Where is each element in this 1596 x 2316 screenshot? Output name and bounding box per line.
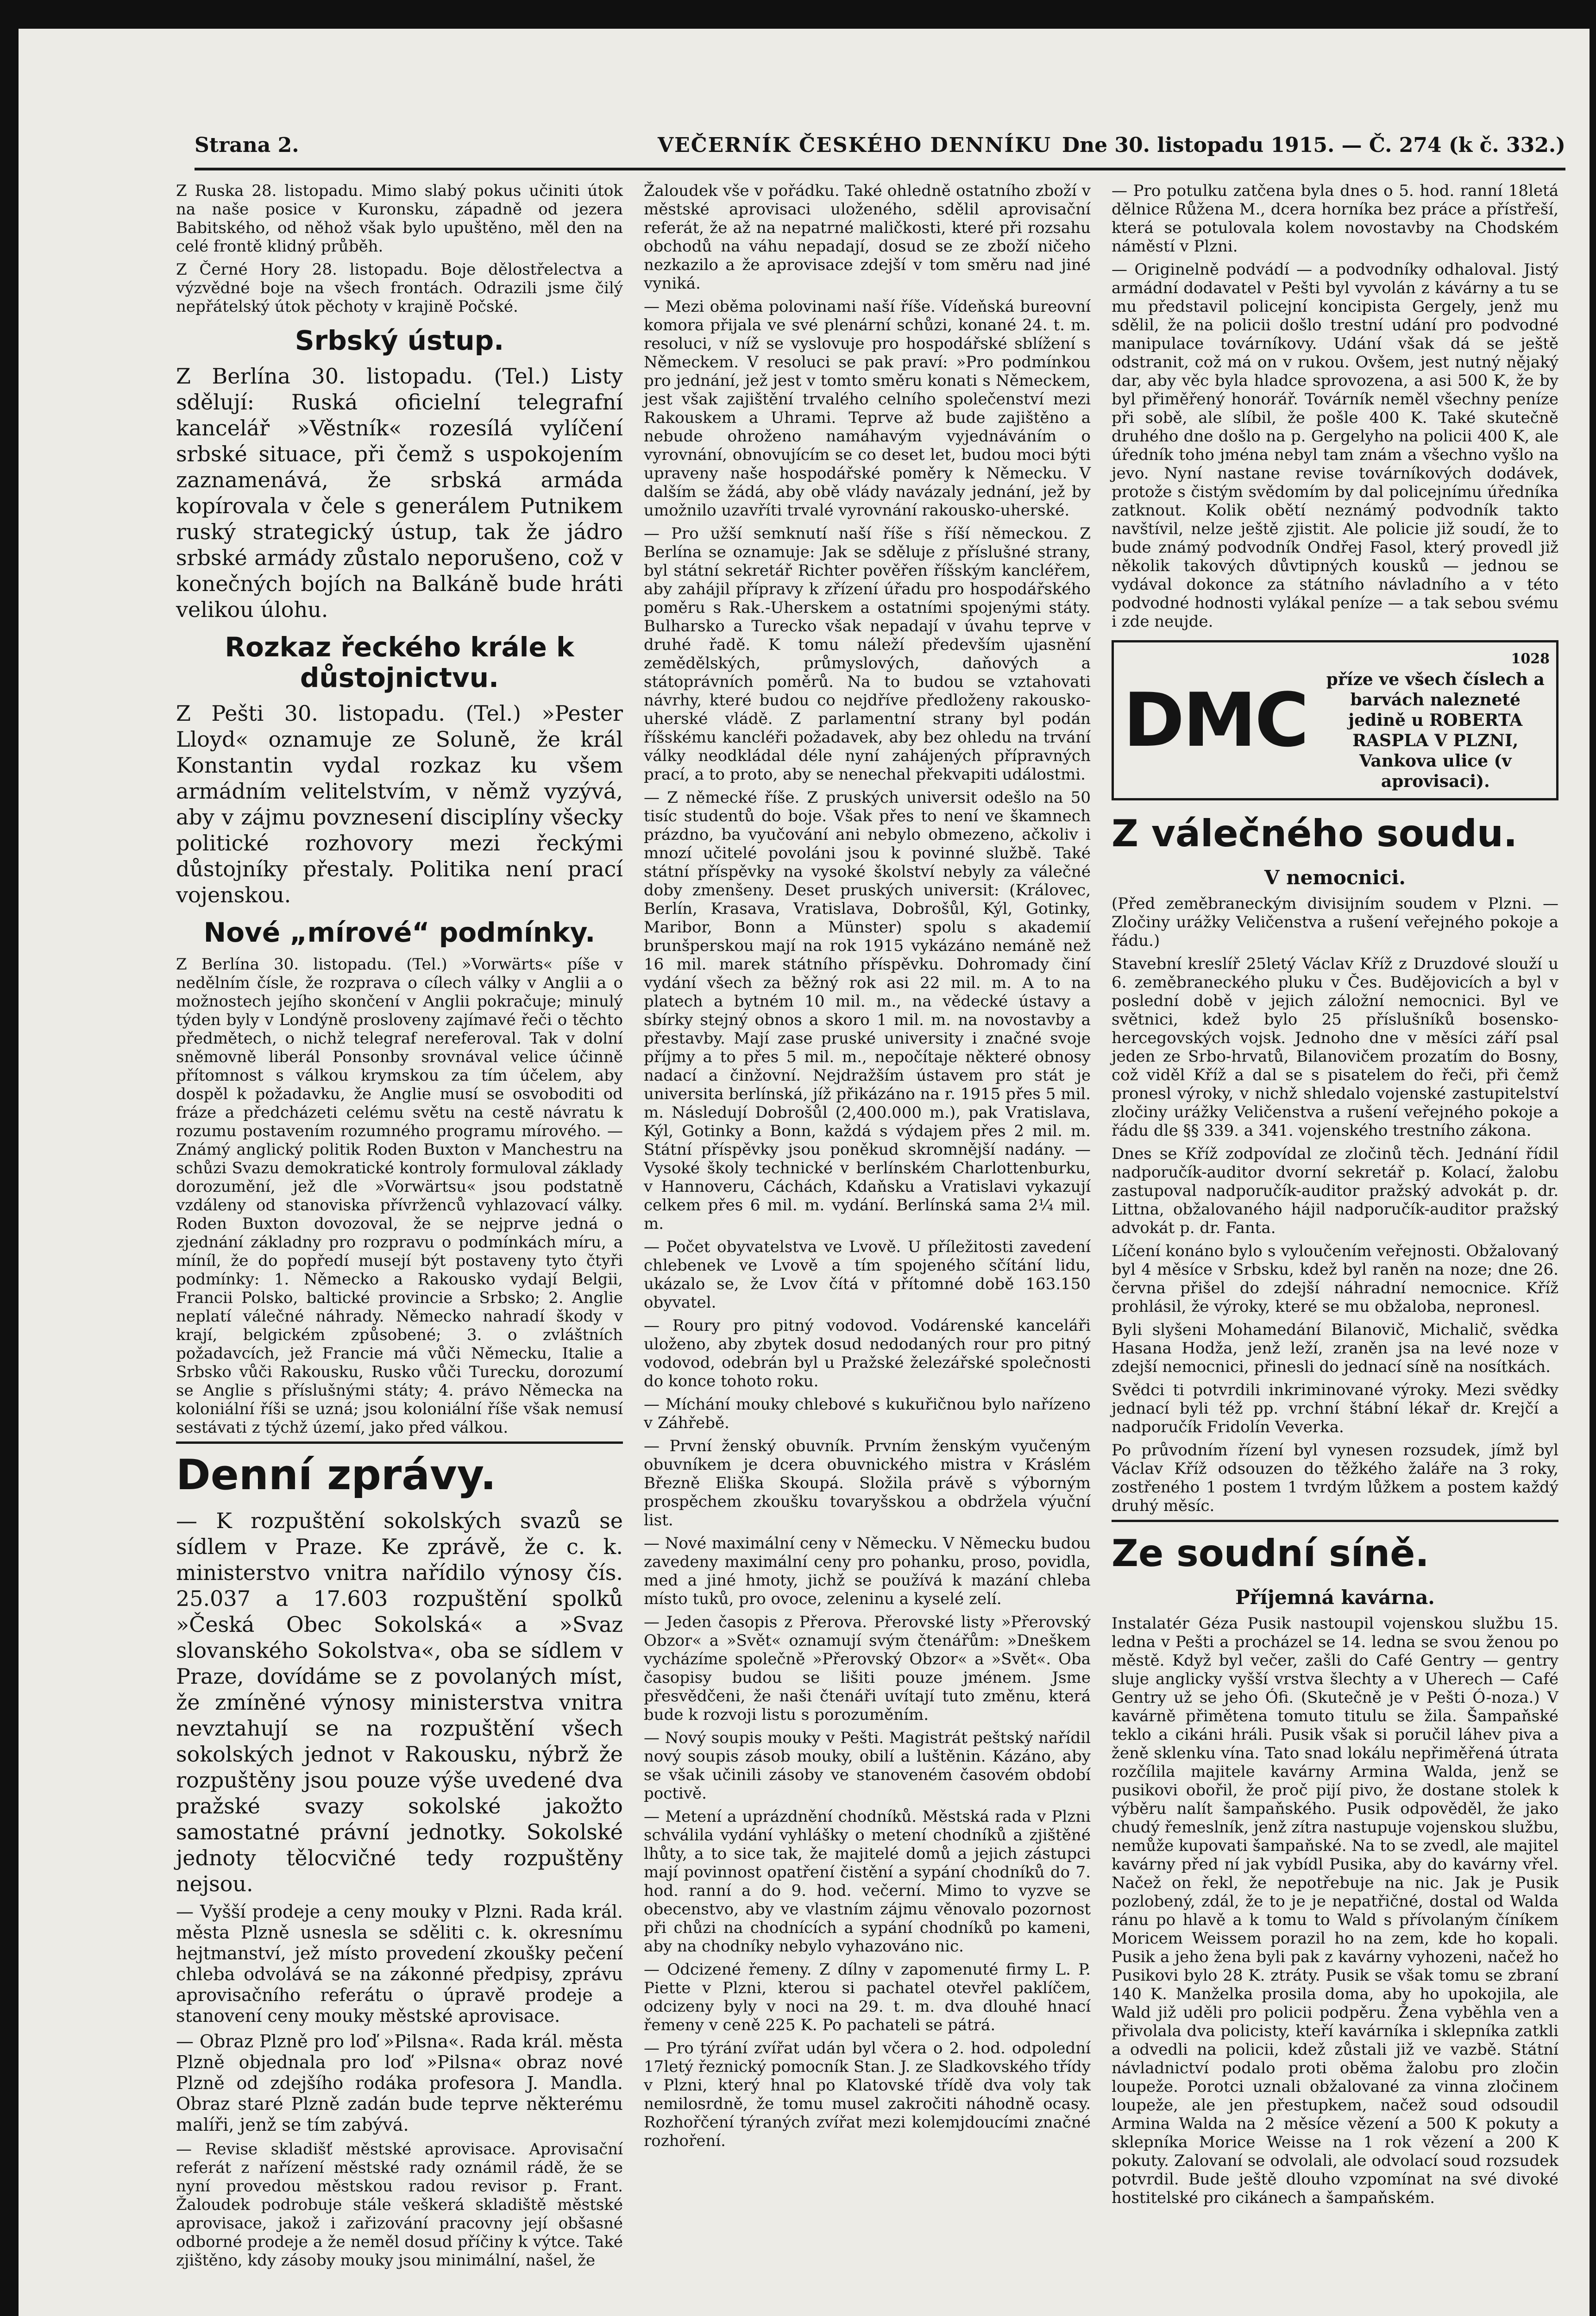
article-kriz-1: Stavební kreslíř 25letý Václav Kříž z Druzdové slouží u 6. zeměbraneckého pluku v Čes. Budějovicích a byl v poslední době v jejich záložní nemocnici. Byl ve světnici, kdež bylo 25 příslušníků bosensko-hercegovských vojsk. Jednoho dne v měsíci září psal jeden ze Srbo-hrvatů, Bilanovičem prozatím do Bosny, což viděl Kříž a dal se s pisatelem do řeči, při čemž pronesl výroky, v nichž shledalo vojenské zastupitelství zločiny urážky Veličenstva a rušení veřejného pokoje a řádu dle §§ 339. a 341. vojenského trestního zákona. (1112, 955, 1558, 1140)
article-prerov-paper: — Jeden časopis z Přerova. Přerovské listy »Přerovský Obzor« a »Svět« oznamují svým čtenářům: »Dneškem vycházíme společně »Přerovský Obzor« a »Svět«. Oba časopisy budou se lišiti pouze jménem. Jsme přesvědčeni, že naši čtenáři uvítají tuto změnu, která bude k rozvoji listu s porozuměním. (644, 1613, 1091, 1724)
article-greek-king: Z Pešti 30. listopadu. (Tel.) »Pester Lloyd« oznamuje ze Soluně, že král Konstantin vydal rozkaz ku všem armádním velitelstvím, v němž vyzývá, aby v zájmu povznesení disciplíny všecky politické rozhovory mezi řeckými důstojníky přestaly. Politika není prací vojenskou. (176, 701, 623, 907)
article-kriz-2: Dnes se Kříž zodpovídal ze zločinů těch. Jednání řídil nadporučík-auditor dvorní sekretář p. Kolací, žalobu zastupoval nadporučík-auditor pražský advokát p. dr. Littna, obžalovaného hájil nadporučík-auditor pražský advokát p. dr. Fanta. (1112, 1145, 1558, 1237)
page-number: Strana 2. (195, 133, 299, 157)
issue-date: Dne 30. listopadu 1915. — Č. 274 (k č. 332.) (1062, 133, 1565, 157)
article-cafe: Instalatér Géza Pusik nastoupil vojenskou službu 15. ledna v Pešti a procházel se 14. ledna se svou ženou po městě. Když byl večer, zašli do Café Gentry — gentry sluje anglicky vyšší vrstva šlechty a v Uherech — Café Gentry už se jeho Ófi. (Skutečně je v Pešti Ó-noza.) V kavárně přimětena tomuto titulu se žila. Šampaňské teklo a cikáni hráli. Pusik však si poručil láhev piva a ženě sklenku vína. Tato snad lokálu nepřiměřená útrata rozčílila majitele kavárny Armina Walda, jenž se pusikovi obořil, že proč pijí pivo, že dostane stolek k výběru nalít šampaňského. Pusik odpověděl, že jako chudý řemeslník, jenž zítra nastupuje vojenskou službu, nemůže kupovati šampaňské. Na to se zvedl, ale majitel kavárny před ní jak vybídl Pusika, aby do kavárny vřel. Načež on řekl, že nepotřebuje na nic. Jak je Pusik pozlobený, zdál, že to je je nepatřičné, dostal od Walda ránu po hlavě a k tomu to Wald s přívolaným číníkem Moricem Weissem porazil ho na zem, kde ho kopali. Pusik a jeho žena byli pak z kavárny vyhozeni, načež ho Pusikovi bylo 28 K. ztráty. Pusik se však tomu se zbraní 140 K. Manželka prosila doma, aby ho upokojila, ale Wald již uděli pro policii podpěru. Žena vyběhla ven a přivolala dva policisty, kteří kavárníka i sklepníka zatkli a odvedli na policii, kdež zůstali již ve vazbě. Státní návladnictví podalo proti oběma žalobu pro zločin loupeže. Porotci uznali obžalované za vinna zločinem loupeže, ale jen přestupkem, načež soud odsoudil Armina Walda na 2 měsíce vězení a 500 K pokuty a sklepníka Morice Weisse na 1 rok vězení a 200 K pokuty. Zalovaní se odvolali, ale odvolací soud rozsudek potvrdil. Bude ještě dlouho vzpomínat na své divoké hostitelské pro cikánech a šampaňském. (1112, 1614, 1558, 2207)
article-peace-terms: Z Berlína 30. listopadu. (Tel.) »Vorwärts« píše v nedělním čísle, že rozprava o cílech války v Anglii a o možnostech jejího skončení v Anglii pokračuje; minulý týden byly v Londýně prosloveny zajímavé řeči o těchto předmětech, o nichž telegraf nereferoval. Tak v dolní sněmovně liberál Ponsonby srovnával velice účinně přítomnost s válkou krymskou za tím účelem, aby dospěl k požadavku, že Anglie musí se osvoboditi od fráze a předcházeti celému světu na cestě návratu k rozumu postavením rozumného programu mírového. — Známý anglický politik Roden Buxton v Manchestru na schůzi Svazu demokratické kontroly formuloval základy dorozumění, jež dle »Vorwärtsu« jsou podstatně vzdáleny od stanoviska přívrženců vyhlazovací války. Roden Buxton dovozoval, že se nejprve jedná o zjednání základny pro rozpravu o podmínkách míru, a míníl, že do popředí musejí být postaveny tyto čtyři podmínky: 1. Německo a Rakousko vydají Belgii, Francii Polsko, baltické provincie a Srbsko; 2. Anglie neplatí válečné náhrady. Německo nahradí škody v krají, belgickém způsobené; 3. o zvláštních požadavcích, jež Francie má vůči Německu, Italie a Srbsko vůči Rakousku, Rusko vůči Turecku, dorozumí se Anglie s příslušnými státy; 4. právo Německa na koloniální říši se uzná; jsou koloniální říše však nemusí sestávati z týchž území, jako před válkou. (176, 955, 623, 1437)
article-pilsna-painting: — Obraz Plzně pro loď »Pilsna«. Rada král. města Plzně objednala pro loď »Pilsna« obraz nové Plzně od zdejšího rodáka profesora J. Mandla. Obraz staré Plzně zadán bude teprve některému malíři, jenž se tím zabývá. (176, 2031, 623, 2135)
headline-greek-king: Rozkaz řeckého krále k důstojnictvu. (225, 631, 574, 693)
section-daily-news: Denní zprávy. (176, 1451, 496, 1499)
dmc-logo: DMC (1123, 677, 1307, 763)
article-water-pipes: — Roury pro pitný vodovod. Vodárenské kanceláři uloženo, aby zbytek dosud nedodaných rour pro pitný vodovod, odebrán byl u Pražské železářské společnosti do konce tohoto roku. (644, 1316, 1091, 1391)
court-caption: (Před zeměbraneckým divisijním soudem v Plzni. — Zločiny urážky Veličenstva a rušení veřejného pokoje a řádu.) (1112, 894, 1558, 950)
article-kriz-verdict: Po průvodním řízení byl vynesen rozsudek, jímž byl Václav Kříž odsouzen do těžkého žaláře na 3 roky, zostřeného 1 postem 1 tvrdým lůžkem a postem každý druhý měsíc. (1112, 1441, 1558, 1515)
article-german-alliance: — Pro užší semknutí naší říše s říší německou. Z Berlína se oznamuje: Jak se sděluje z příslušné strany, byl státní sekretář Richter pověřen říšským kancléřem, aby zahájil přípravy k zřízení úřadu pro hospodářského poměru s Rak.-Uherskem a ostatními spojenými státy. Bulharsko a Turecko však nepadají v úvahu teprve v druhé řadě. K tomu náleží především ujasnění zemědělských, průmyslových, daňových a státoprávních poměrů. Na to budou se vztahovati návrhy, které budou co nejdříve předloženy rakousko-uherské vládě. Z parlamentní strany byl podán říšskému kancléři požadavek, aby bez ohledu na trvání války neodkládal déle nyní zahájených přípravných prací, a to proto, aby se nenechal překvapiti událostmi. (644, 524, 1091, 784)
headline-serbian-retreat: Srbský ústup. (295, 325, 504, 356)
article-kriz-5: Svědci ti potvrdili inkriminované výroky. Mezi svědky jednací byli též pp. vrchní štábní lékař dr. Krejčí a nadporučík Fridolín Veverka. (1112, 1381, 1558, 1436)
article-german-universities: — Z německé říše. Z pruských universit odešlo na 50 tisíc studentů do boje. Však přes to není ve škamnech prázdno, ba vyučování ani nebylo obmezeno, ačkoliv i mnozí učitelé povoláni jsou k povinné službě. Také státní příspěvky na vysoké školství nebyly za válečné doby zmenšeny. Deset pruských universit: (Královec, Berlín, Krasava, Vratislava, Dobrošůl, Kýl, Gotinky, Maribor, Bonn a Münster) spolu s akademií brunšperskou mají na rok 1915 vykázáno nemáně než 16 mil. marek státního příspěvku. Dohromady činí vydání všech za běžný rok asi 22 mil. m. A to na platech a bytném 10 mil. m., na vědecké ústavy a sbírky stejný obnos a skoro 1 mil. m. na novostavby a přestavby. Mají zase pruské university i značné svoje příjmy a to přes 5 mil. m., nepočítaje některé obnosy nadací a činžovní. Nejdražším ústavem pro stát je universita berlínská, jíž přikázáno na r. 1915 přes 5 mil. m. Následují Dobrošůl (2,400.000 m.), pak Vratislava, Kýl, Gotinky a Bonn, každá s výdajem přes 2 mil. m. Státní příspěvky jsou poněkud skromnější nadány. — Vysoké školy technické v berlínském Charlottenburku, v Hannoveru, Cáchách, Kdaňsku a Vratislavi vykazují celkem přes 6 mil. m. vydání. Berlínská sama 2¼ mil. m. (644, 788, 1091, 1233)
headline-peace-terms: Nové „mírové“ podmínky. (203, 917, 596, 948)
news-russia: Z Ruska 28. listopadu. Mimo slabý pokus učiniti útok na naše posice v Kuronsku, západně od jezera Babitského, od něhož však bylo upuštěno, měl den na celé frontě klidný průběh. (176, 182, 623, 256)
column-3 (1112, 182, 1558, 2212)
article-between-halves: — Mezi oběma polovinami naší říše. Vídeňská bureovní komora přijala ve své plenární schůzi, konané 24. t. m. resoluci, v níž se vyslovuje pro hospodářské sblížení s Německem. V resoluci se pak praví: »Pro podmínkou pro jednání, jež jest v tomto směru konati s Německem, jest však zajištění trvalého celního společenství mezi Rakouskem a Uhrami. Teprve až bude zajištěno a nebude ohroženo namáhavým vyjednáváním o vyrovnání, obnovujícím se co deset let, budou moci býti upraveny naše hospodářské poměry k Německu. V dalším se žádá, aby obě vlády navázaly jednání, jež by umožnilo uzavříti trvalé vyrovnání rakousko-uherské. (644, 297, 1091, 520)
article-lviv-population: — Počet obyvatelstva ve Lvově. U příležitosti zavedení chlebenek ve Lvově a tím spojeného sčítání lidu, ukázalo se, že Lvov čítá v přítomné době 163.150 obyvatel. (644, 1238, 1091, 1312)
article-stolen-belts: — Odcizené řemeny. Z dílny v zapomenuté firmy L. P. Piette v Plzni, kterou si pachatel otevřel paklíčem, odcizeny byly v noci na 29. t. m. dva dlouhé hnací řemeny v ceně 225 K. Po pachateli se pátrá. (644, 1960, 1091, 2034)
article-flour-census: — Nový soupis mouky v Pešti. Magistrát peštský nařídil nový soupis zásob mouky, obilí a luštěnin. Kázáno, aby se však učinili zásoby ve stanoveném časovém období poctivě. (644, 1729, 1091, 1803)
article-vagrancy: — Pro potulku zatčena byla dnes o 5. hod. ranní 18letá dělnice Růžena M., dcera horníka bez práce a přístřeší, která se potulovala kolem novostavby na Chodském náměstí v Plzni. (1112, 182, 1558, 256)
article-warehouse-cont: Žaloudek vše v pořádku. Také ohledně ostatního zboží v městské aprovisaci uloženého, sdělil aprovisační referát, že až na nepatrné maličkosti, které při rozsahu obchodů na váhu nepadají, dosud se ze zboží ničeho nezkazilo a že aprovisace zdejší v tom směru nad jiné vyniká. (644, 182, 1091, 293)
divider (1112, 1520, 1558, 1522)
divider (176, 1441, 623, 1444)
article-flour-prices: — Vyšší prodeje a ceny mouky v Plzni. Rada král. města Plzně usnesla se sděliti c. k. okresnímu hejtmanství, jež místo provedení zkoušky pečení chleba odvolává se na zákonné předpisy, zprávu aprovisačního referátu o úpravě prodeje a stanovení ceny mouky městské aprovisace. (176, 1901, 623, 2026)
ad-body: příze ve všech číslech a barvách nalezneté jedině u ROBERTA RASPLA V PLZNI, Vankova ulice (v aprovisaci). (1326, 670, 1545, 791)
column-1 (176, 182, 623, 2274)
news-montenegro: Z Černé Hory 28. listopadu. Boje dělostřelectva a výzvědné boje na všech frontách. Odrazili jsme čilý nepřátelský útok pěchoty v krajině Počské. (176, 260, 623, 316)
masthead-title: VEČERNÍK ČESKÉHO DENNÍKU (658, 133, 1052, 157)
article-kriz-4: Byli slyšeni Mohamedání Bilanovič, Michalič, svědka Hasana Hodža, jenž leží, zraněn jsa na levé noze v zdejší nemocnici, přinesli do jednací síně na nosítkách. (1112, 1321, 1558, 1376)
article-serbian-retreat: Z Berlína 30. listopadu. (Tel.) Listy sdělují: Ruská oficielní telegrafní kancelář »Věstník« rozesílá vylíčení srbské situace, při čemž s uspokojením zaznamenává, že srbská armáda kopírovala v čele s generálem Putnikem ruský strategický ústup, tak že jádro srbské armády zůstalo neporušeno, což v konečných bojích na Balkáně bude hráti velikou úlohu. (176, 364, 623, 622)
subhead-cafe: Příjemná kavárna. (1235, 1586, 1435, 1609)
page-header (195, 121, 1565, 170)
article-fraud: — Originelně podvádí — a podvodníky odhaloval. Jistý armádní dodavatel v Pešti byl vyvolán z kávárny a tu se mu představil policejní koncipista Gergely, jenž mu sdělil, že na policii došlo trestní udání pro podvodné manipulace továrníkovy. Udání však dá se ještě odstranit, což má on v rukou. Ovšem, jest nutný nějaký dar, aby věc byla hladce sprovozena, a asi 500 K, že by byl přiměřený honorář. Továrník neměl všechny peníze při sobě, ale slíbil, že pošle 400 K. Také skutečně druhého dne došlo na p. Gergelyho na policii 400 K, ale úředník toho jména nebyl tam znám a všechno vyšlo na jevo. Nyní nastane revise továrníkových dodávek, protože s čistým svědomím by dal policejnímu úředníka zatknout. Kolik obětí neznámý podvodník takto navštívil, nelze ještě zjistit. Ale policie již soudí, že to bude známý podvodník Ondřej Fasol, který provedl již několik takových důvtipných kousků — jednou se vydával dokonce za státního návladního a v této podvodné hodnosti vylákal peníze — a tak sebou svému i zde neujde. (1112, 260, 1558, 631)
article-sokol: — K rozpuštění sokolských svazů se sídlem v Praze. Ke zprávě, že c. k. ministerstvo vnitra nařídilo výnosy čís. 25.037 a 17.603 rozpuštění spolků »Česká Obec Sokolská« a »Svaz slovanského Sokolstva«, oba se sídlem v Praze, dovídáme se z povolaných míst, že zmíněné výnosy ministerstva vnitra nevztahují se na rozpuštění všech sokolských jednot v Rakousku, nýbrž že rozpuštěny jsou pouze výše uvedené dva pražské svazy sokolské jakožto samostatné právní jednotky. Sokolské jednoty tělocvičné tedy rozpuštěny nejsou. (176, 1508, 623, 1896)
ad-number: 1028 (1511, 651, 1550, 667)
column-2 (644, 182, 1091, 2155)
subhead-hospital: V nemocnici. (1264, 866, 1406, 889)
article-first-female-shoemaker: — První ženský obuvník. Prvním ženským vyučeným obuvníkem je dcera obuvnického mistra v Kráslém Březně Eliška Skoupá. Složila právě s výborným prospěchem zkoušku tovaryšskou a obdržela výuční list. (644, 1437, 1091, 1529)
section-war-court: Z válečného soudu. (1112, 812, 1518, 855)
article-warehouse-revision: — Revise skladišť městské aprovisace. Aprovisační referát z nařízení městské rady oznámil rádě, že se nyní provedou městskou radou revisor p. Frant. Žaloudek podrobuje stále veškerá skladiště městské aprovisace, jakož i zařizování pracovny její obšasné odborné prodeje a že neměl dosud příčiny k výtce. Také zjištěno, kdy zásoby mouky jsou minimální, našel, že (176, 2140, 623, 2270)
article-max-prices: — Nové maximální ceny v Německu. V Německu budou zavedeny maximální ceny pro pohanku, proso, povidla, med a jiné hmoty, jichž se používá k mazání chleba místo tuků, pro ovoce, zeleninu a kyselé zelí. (644, 1534, 1091, 1608)
section-courtroom: Ze soudní síně. (1112, 1532, 1429, 1575)
ad-text (1321, 649, 1550, 792)
article-sidewalks: — Metení a uprázdnění chodníků. Městská rada v Plzni schválila vydání vyhlášky o metení chodníků a zjištěné lhůty, a to sice tak, že majitelé domů a jejich zástupci mají povinnost opatření čistění a sypání chodníků do 7. hod. ranní a do 9. hod. večerní. Mimo to vyzve se obecenstvo, aby ve vlastním zájmu věnovalo pozornost při chůzi na chodnících a sypání chodníků po kameni, aby na chodníky nebylo vyhazováno nic. (644, 1807, 1091, 1956)
article-animal-cruelty: — Pro týrání zvířat udán byl včera o 2. hod. odpolední 17letý řeznický pomocník Stan. J. ze Sladkovského třídy v Plzni, který hnal po Klatovské třídě dva voly tak nemilosrdně, že tomu musel zakročiti náhodně ocasy. Rozhořčení týraných zvířat mezi kolemjdoucími značné rozhoření. (644, 2039, 1091, 2150)
dmc-advertisement (1112, 640, 1558, 800)
article-corn-flour: — Míchání mouky chlebové s kukuřičnou bylo nařízeno v Záhřebě. (644, 1395, 1091, 1432)
newspaper-page (19, 29, 1590, 2316)
article-kriz-3: Líčení konáno bylo s vyloučením veřejnosti. Obžalovaný byl 4 měsíce v Srbsku, kdež byl raněn na noze; dne 26. června přišel do zdejší náhradní nemocnice. Kříž prohlásil, že výroky, které se mu obžaloba, nepronesl. (1112, 1242, 1558, 1316)
